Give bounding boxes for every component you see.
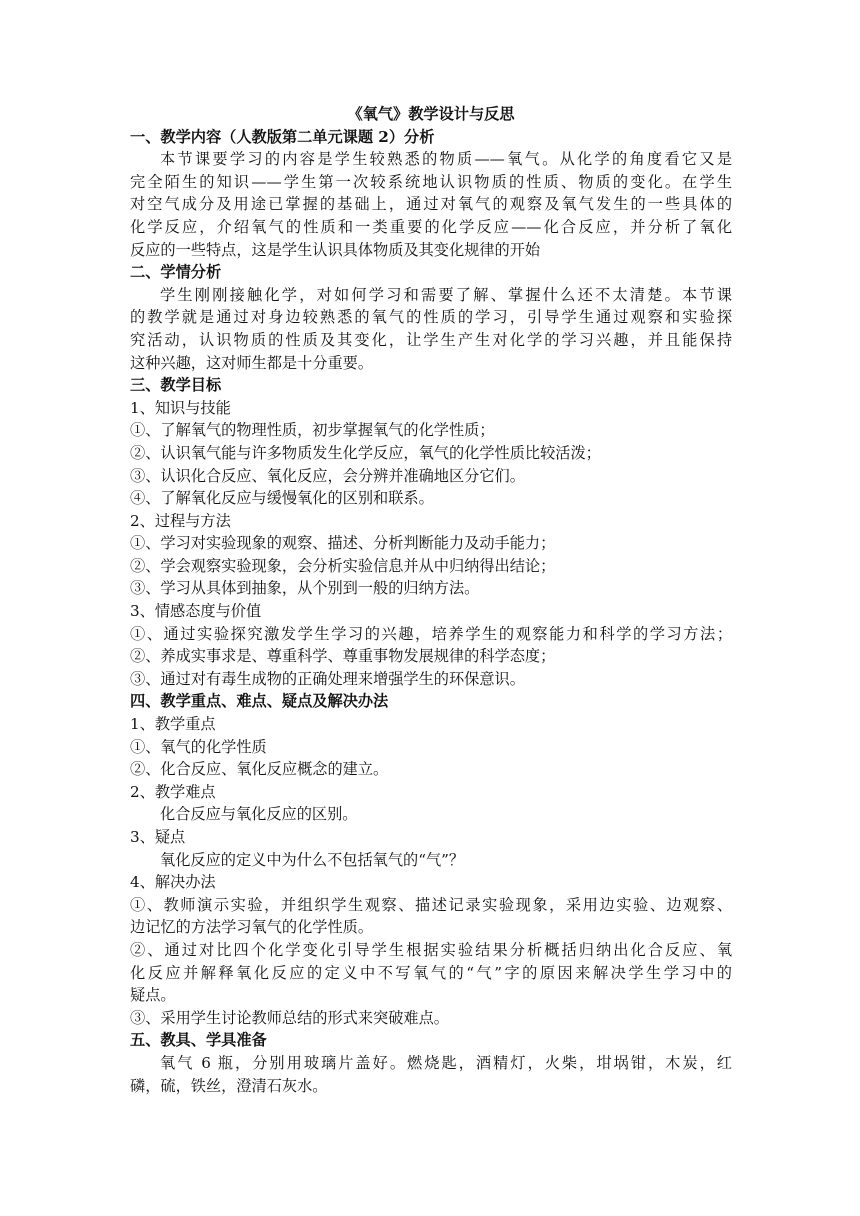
section-heading-student-analysis: 二、学情分析 — [130, 263, 222, 282]
paragraph-line: 完全陌生的知识——学生第一次较系统地认识物质的性质、物质的变化。在学生 — [130, 172, 732, 191]
list-item: ②、认识氧气能与许多物质发生化学反应，氧气的化学性质比较活泼； — [130, 443, 601, 462]
paragraph-line: 氧化反应的定义中为什么不包括氧气的“气”？ — [160, 850, 465, 869]
subsection-heading: 3、疑点 — [130, 828, 186, 846]
subsection-heading: 3、情感态度与价值 — [130, 602, 262, 621]
paragraph-line: ①、教师演示实验，并组织学生观察、描述记录实验现象，采用边实验、边观察、 — [130, 895, 732, 914]
paragraph-line: 究活动，认识物质的性质及其变化，让学生产生对化学的学习兴趣，并且能保持 — [130, 330, 732, 349]
document-body — [130, 103, 732, 1097]
list-item: ④、了解氧化反应与缓慢氧化的区别和联系。 — [130, 489, 434, 508]
list-item: ③、认识化合反应、氧化反应，会分辨并准确地区分它们。 — [130, 466, 525, 485]
subsection-heading: 2、过程与方法 — [130, 511, 231, 530]
paragraph-line: 反应的一些特点，这是学生认识具体物质及其变化规律的开始 — [130, 240, 541, 259]
list-item: ③、通过对有毒生成物的正确处理来增强学生的环保意识。 — [130, 669, 525, 688]
list-item: ①、氧气的化学性质 — [130, 737, 267, 756]
list-item: ②、养成实事求是、尊重科学、尊重事物发展规律的科学态度； — [130, 647, 556, 666]
paragraph-line: 的教学就是通过对身边较熟悉的氧气的性质的学习，引导学生通过观察和实验探 — [130, 308, 732, 327]
list-item: ②、化合反应、氧化反应概念的建立。 — [130, 760, 389, 779]
paragraph-line: 化学反应，介绍氧气的性质和一类重要的化学反应——化合反应，并分析了氧化 — [130, 217, 732, 236]
paragraph-line: 化合反应与氧化反应的区别。 — [160, 805, 358, 824]
paragraph-line: 学生刚刚接触化学，对如何学习和需要了解、掌握什么还不太清楚。本节课 — [160, 285, 732, 304]
section-heading-key-points: 四、教学重点、难点、疑点及解决办法 — [130, 692, 389, 711]
paragraph-line: 本节课要学习的内容是学生较熟悉的物质——氧气。从化学的角度看它又是 — [160, 150, 732, 169]
document-title: 《氧气》教学设计与反思 — [347, 105, 515, 123]
section-heading-materials: 五、教具、学具准备 — [130, 1031, 267, 1050]
paragraph-line: ②、通过对比四个化学变化引导学生根据实验结果分析概括归纳出化合反应、氧 — [130, 940, 732, 959]
paragraph-line: 这种兴趣，这对师生都是十分重要。 — [130, 353, 373, 372]
subsection-heading: 4、解决办法 — [130, 873, 216, 892]
subsection-heading: 1、知识与技能 — [130, 398, 231, 417]
paragraph-line: 化反应并解释氧化反应的定义中不写氧气的“气”字的原因来解决学生学习中的 — [130, 963, 732, 982]
paragraph-line: 对空气成分及用途已掌握的基础上，通过对氧气的观察及氧气发生的一些具体的 — [130, 195, 732, 214]
paragraph-line: ③、采用学生讨论教师总结的形式来突破难点。 — [130, 1008, 449, 1027]
list-item: ②、学会观察实验现象，会分析实验信息并从中归纳得出结论； — [130, 556, 556, 575]
section-heading-content-analysis: 一、教学内容（人教版第二单元课题 2）分析 — [130, 127, 435, 146]
paragraph-line: 疑点。 — [130, 986, 176, 1005]
paragraph-line: 磷，硫，铁丝，澄清石灰水。 — [130, 1076, 328, 1095]
subsection-heading: 2、教学难点 — [130, 782, 216, 801]
list-item: ①、了解氧气的物理性质，初步掌握氧气的化学性质； — [130, 421, 495, 440]
list-item: ①、学习对实验现象的观察、描述、分析判断能力及动手能力； — [130, 534, 556, 553]
list-item: ①、通过实验探究激发学生学习的兴趣，培养学生的观察能力和科学的学习方法； — [130, 624, 732, 643]
paragraph-line: 边记忆的方法学习氧气的化学性质。 — [130, 918, 373, 937]
section-heading-teaching-goals: 三、教学目标 — [130, 376, 222, 395]
list-item: ③、学习从具体到抽象，从个别到一般的归纳方法。 — [130, 579, 480, 598]
paragraph-line: 氧气 6 瓶，分别用玻璃片盖好。燃烧匙，酒精灯，火柴，坩埚钳，木炭，红 — [160, 1053, 732, 1072]
subsection-heading: 1、教学重点 — [130, 715, 216, 734]
